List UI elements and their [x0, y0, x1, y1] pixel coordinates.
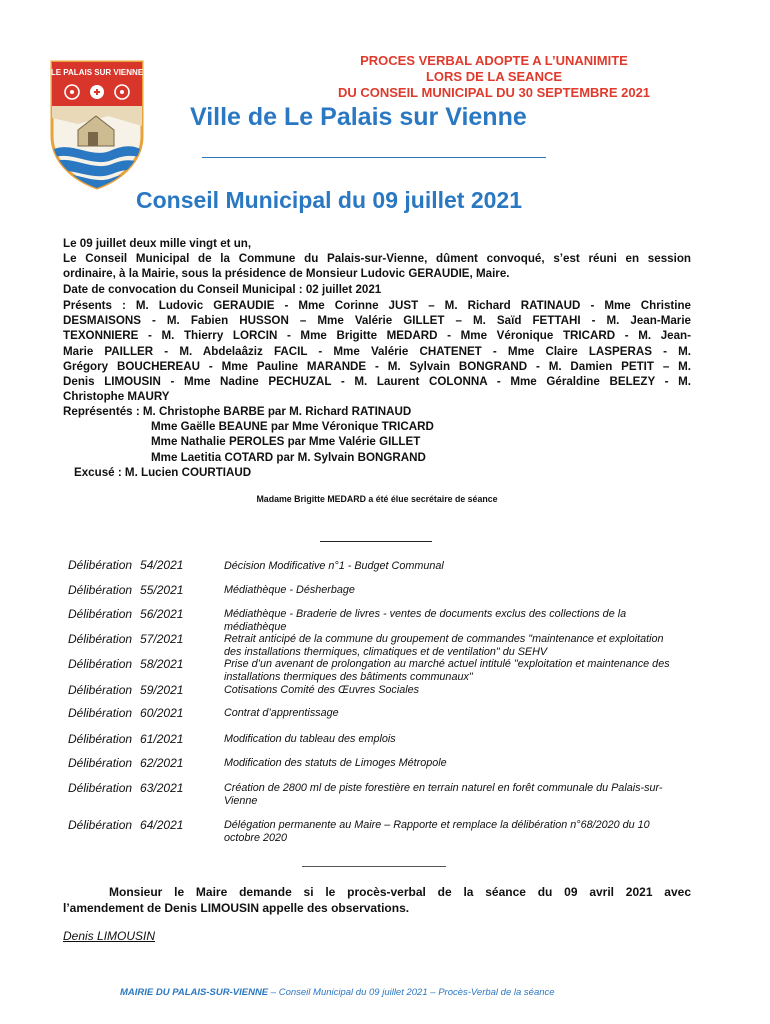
- speaker-name: Denis LIMOUSIN: [63, 929, 156, 943]
- pv-line: LORS DE LA SEANCE: [425, 69, 563, 84]
- mayor-question-line: l’amendement de Denis LIMOUSIN appelle des observations.: [63, 901, 410, 915]
- present-line: TEXONNIERE - M. Thierry LORCIN - Mme Brigitte MEDARD - Mme Véronique TRICARD - M. Jean-: [63, 329, 691, 343]
- present-line: DESMAISONS - M. Fabien HUSSON – Mme Valérie GILLET – M. Saïd FETTAHI - M. Jean-Marie: [63, 314, 691, 328]
- represented-line: Mme Laetitia COTARD par M. Sylvain BONGRAND: [151, 450, 426, 464]
- intro-line: Le Conseil Municipal de la Commune du Palais-sur-Vienne, dûment convoqué, s’est réuni en session: [63, 252, 691, 266]
- intro-line: ordinaire, à la Mairie, sous la présidence de Monsieur Ludovic GERAUDIE, Maire.: [63, 267, 510, 281]
- city-logo: [48, 58, 146, 190]
- deliberation-id: Délibération 59/2021: [68, 683, 184, 697]
- mayor-question: [63, 884, 691, 916]
- present-line: Christophe MAURY: [63, 390, 170, 404]
- pv-adoption-notice: [300, 53, 688, 101]
- pv-line: DU CONSEIL MUNICIPAL DU 30 SEPTEMBRE 2021: [337, 85, 651, 100]
- present-line: Présents : M. Ludovic GERAUDIE - Mme Corinne JUST – M. Richard RATINAUD - Mme Christine: [63, 299, 691, 312]
- present-line: Grégory BOUCHEREAU - Mme Pauline MARANDE - M. Sylvain BONGRAND - M. Damien PETIT – M.: [63, 359, 691, 373]
- deliberation-id: Délibération 54/2021: [68, 558, 184, 572]
- deliberation-subject: Modification du tableau des emplois: [224, 733, 396, 745]
- deliberation-id: Délibération 55/2021: [68, 583, 184, 597]
- deliberation-id: Délibération 60/2021: [68, 706, 184, 720]
- deliberation-id: Délibération 64/2021: [68, 818, 184, 832]
- intro-paragraph: [63, 236, 691, 297]
- deliberation-subject: Création de 2800 ml de piste forestière en terrain naturel en forêt communale du Palais-sur- Vienne: [224, 782, 663, 807]
- intro-line: Le 09 juillet deux mille vingt et un,: [63, 237, 252, 250]
- page-footer: [120, 987, 650, 998]
- session-secretary: Madame Brigitte MEDARD a été élue secrétaire de séance: [256, 494, 498, 504]
- deliberation-subject: Décision Modificative n°1 - Budget Communal: [224, 560, 444, 572]
- excused-member: Excusé : M. Lucien COURTIAUD: [74, 466, 252, 479]
- deliberation-id: Délibération 63/2021: [68, 781, 184, 795]
- deliberation-id: Délibération 62/2021: [68, 756, 184, 770]
- intro-line: Date de convocation du Conseil Municipal : 02 juillet 2021: [63, 282, 382, 296]
- title-underline: [202, 157, 546, 158]
- attendees-represented: [63, 404, 691, 465]
- deliberation-subject: Retrait anticipé de la commune du groupement de commandes "maintenance et exploitation des installations thermiques, climatiques et de ventilation" du SEHV: [224, 633, 664, 658]
- deliberation-id: Délibération 61/2021: [68, 732, 184, 746]
- represented-line: Mme Nathalie PEROLES par Mme Valérie GILLET: [151, 435, 421, 449]
- deliberation-subject: Prise d’un avenant de prolongation au marché actuel intitulé "exploitation et maintenance des installations thermiques des bâtiments communaux": [224, 658, 670, 683]
- represented-line: Représentés : M. Christophe BARBE par M. Richard RATINAUD: [63, 405, 412, 418]
- deliberation-subject: Modification des statuts de Limoges Métropole: [224, 757, 447, 769]
- deliberation-subject: Médiathèque - Braderie de livres - ventes de documents exclus des collections de la médiathèque: [224, 608, 627, 633]
- separator-line: [320, 541, 432, 542]
- mayor-question-line: Monsieur le Maire demande si le procès-verbal de la séance du 09 avril 2021 avec: [109, 885, 691, 899]
- meeting-title: Conseil Municipal du 09 juillet 2021: [136, 187, 522, 213]
- attendees-present: [63, 298, 691, 404]
- city-title: Ville de Le Palais sur Vienne: [190, 103, 527, 131]
- logo-text: LE PALAIS SUR VIENNE: [50, 68, 144, 77]
- present-line: Marie PAILLER - M. Abdelaâziz FACIL - Mme Valérie CHATENET - Mme Claire LASPERAS - M.: [63, 344, 691, 358]
- present-line: Denis LIMOUSIN - Mme Nadine PECHUZAL - M. Laurent COLONNA - Mme Géraldine BELEZY - M.: [63, 375, 691, 389]
- pv-line: PROCES VERBAL ADOPTE A L’UNANIMITE: [360, 53, 628, 68]
- deliberation-id: Délibération 56/2021: [68, 607, 184, 621]
- deliberation-subject: Délégation permanente au Maire – Rapporte et remplace la délibération n°68/2020 du 10 octobre 2020: [224, 819, 650, 844]
- represented-line: Mme Gaëlle BEAUNE par Mme Véronique TRICARD: [151, 420, 434, 434]
- separator-line: [302, 866, 446, 867]
- deliberation-id: Délibération 58/2021: [68, 657, 184, 671]
- deliberation-subject: Cotisations Comité des Œuvres Sociales: [224, 684, 420, 696]
- deliberation-id: Délibération 57/2021: [68, 632, 184, 646]
- deliberation-subject: Contrat d’apprentissage: [224, 707, 339, 719]
- footer-organization: MAIRIE DU PALAIS-SUR-VIENNE: [120, 987, 269, 998]
- deliberation-subject: Médiathèque - Désherbage: [224, 584, 355, 596]
- footer-description: – Conseil Municipal du 09 juillet 2021 – Procès-Verbal de la séance: [268, 987, 555, 998]
